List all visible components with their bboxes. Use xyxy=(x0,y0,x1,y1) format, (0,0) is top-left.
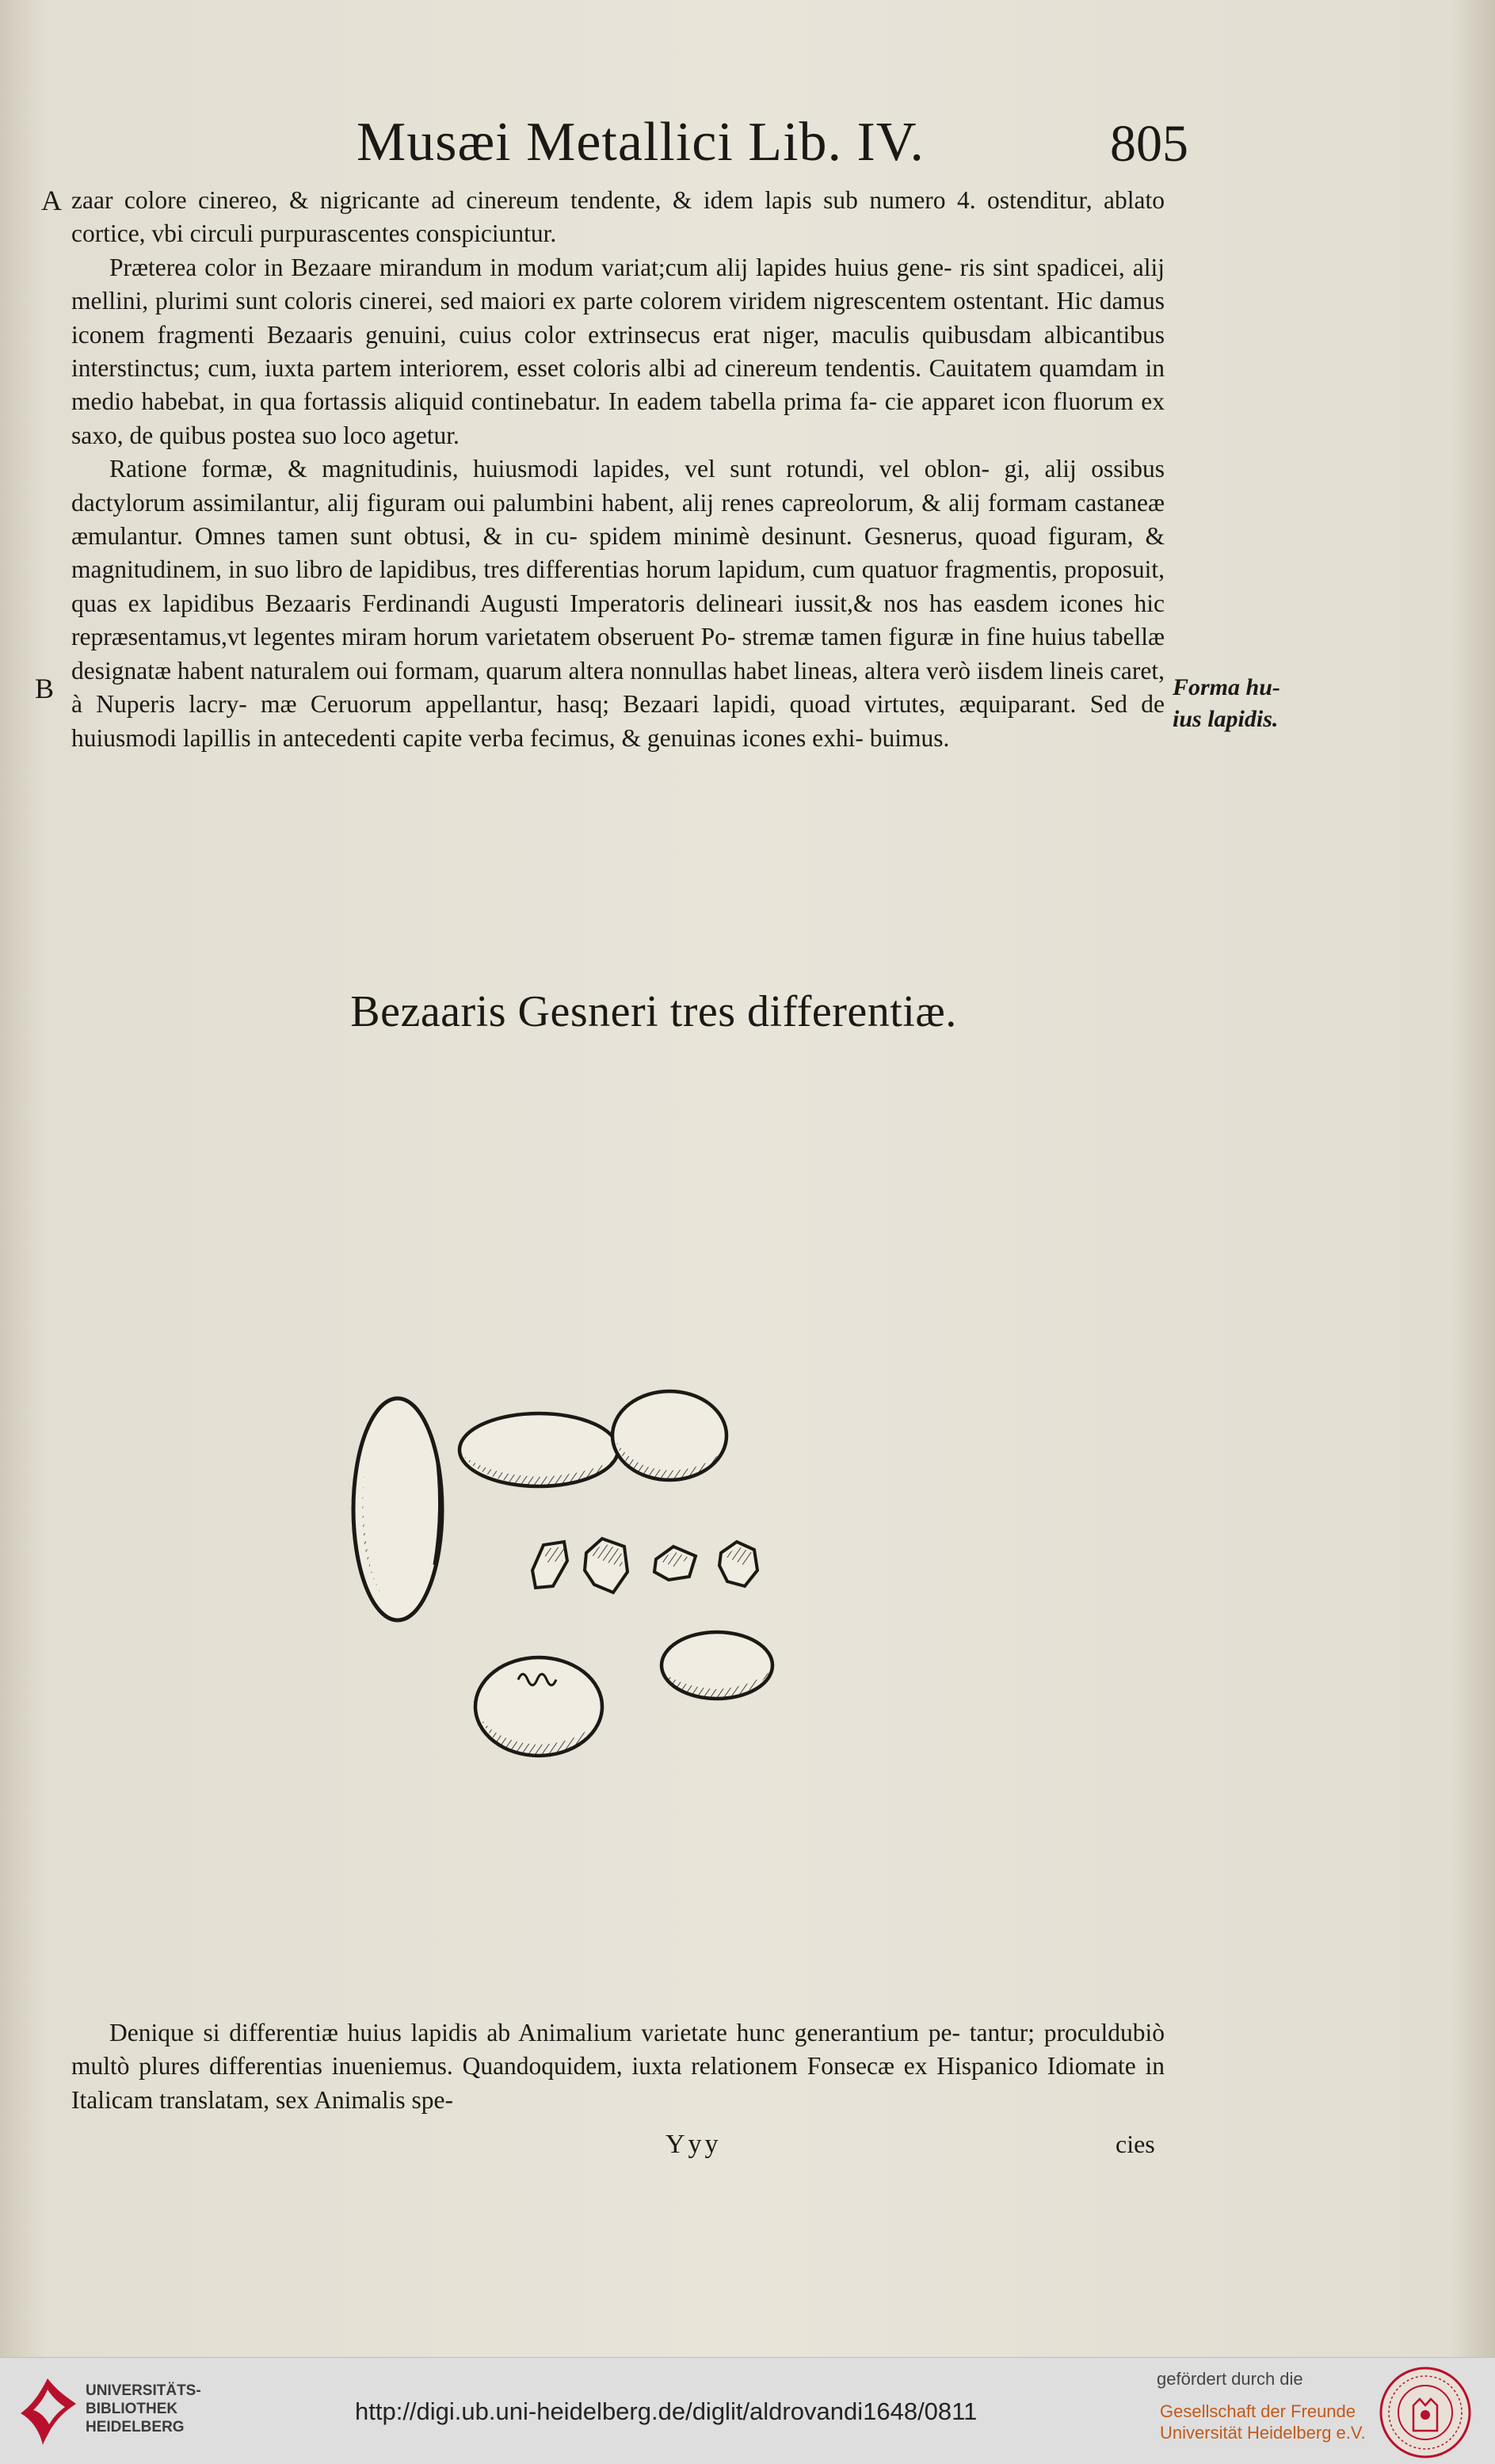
bottom-text xyxy=(71,2016,1165,2117)
egg-shaped-stone xyxy=(612,1391,727,1480)
text-line: Denique si differentiæ huius lapidis ab Animalium varietate hunc generantium pe- xyxy=(109,2019,961,2046)
plate-title: Bezaaris Gesneri tres differentiæ. xyxy=(350,987,957,1036)
library-name-line: BIBLIOTHEK xyxy=(86,2401,178,2417)
text-line: partem interiorem, esset coloris albi ad cinereum tendentis. Cauitatem quamdam xyxy=(322,354,1138,383)
text-line: cie apparet icon fluorum ex saxo, de quibus postea suo loco agetur. xyxy=(71,387,1165,449)
library-name-line: HEIDELBERG xyxy=(86,2419,185,2435)
text-line: quas ex lapidibus Bezaaris Ferdinandi Augusti Imperatoris delineari iussit,& nos has xyxy=(71,589,963,617)
text-line: viridem nigrescentem ostentant. Hic damus iconem fragmenti Bezaaris genuini, cuius xyxy=(71,287,1165,349)
society-name-line: Universität Heidelberg e.V. xyxy=(1160,2423,1366,2443)
library-logo-icon xyxy=(16,2375,79,2447)
main-text xyxy=(71,184,1165,755)
running-title: Musæi Metallici Lib. IV. xyxy=(357,112,925,173)
stone-fragment xyxy=(585,1539,627,1592)
catchword: cies xyxy=(1116,2130,1155,2158)
funded-by-label: gefördert durch die xyxy=(1157,2369,1303,2389)
signature-mark: Yyy xyxy=(666,2130,722,2159)
text-line: tantur; proculdubiò multò plures differentias inueniemus. Quandoquidem, iuxta xyxy=(71,2019,1165,2081)
paragraph-2 xyxy=(71,251,1165,452)
society-name xyxy=(1160,2401,1366,2443)
text-line: gi, alij ossibus dactylorum assimilantur, alij figuram oui palumbini habent, alij renes xyxy=(71,455,1165,517)
text-line: capreolorum, & alij formam castaneæ æmulantur. Omnes tamen sunt obtusi, & in cu- xyxy=(71,488,1165,551)
stone-fragment xyxy=(654,1547,696,1580)
smooth-egg-stone xyxy=(662,1632,772,1699)
text-line: relationem Fonsecæ ex Hispanico Idiomate in Italicam translatam, sex Animalis spe- xyxy=(71,2052,1165,2114)
text-line: de lapidibus, tres differentias horum lapidum, cum quatuor fragmentis, proposuit, xyxy=(349,555,1165,584)
paragraph-3 xyxy=(71,452,1165,755)
society-name-line: Gesellschaft der Freunde xyxy=(1160,2401,1356,2421)
digitization-footer xyxy=(0,2357,1495,2464)
text-line: quarum altera nonnullas habet lineas, altera verò iisdem lineis caret, à Nuperis lacry- xyxy=(71,656,1165,719)
bezoar-stones-woodcut xyxy=(349,1363,919,1775)
marginal-note-line: Forma hu- xyxy=(1173,674,1280,700)
text-line: easdem icones hic repræsentamus,vt legentes miram horum varietatem obseruent Po- xyxy=(71,589,1165,651)
text-line: stremæ tamen figuræ in fine huius tabellæ designatæ habent naturalem oui formam, xyxy=(71,623,1165,685)
text-line: ris sint spadicei, alij mellini, plurimi sunt coloris cinerei, sed maiori ex parte colorem xyxy=(71,253,1165,315)
text-line: in medio habebat, in qua fortassis aliquid continebatur. In eadem tabella prima fa- xyxy=(71,354,1165,416)
stone-fragment xyxy=(532,1542,567,1588)
paragraph-1 xyxy=(71,184,1165,251)
text-line: buimus. xyxy=(869,723,950,752)
margin-letter-b: B xyxy=(35,673,55,704)
stone-fragment xyxy=(719,1542,757,1586)
text-line: mæ Ceruorum appellantur, hasq; Bezaari lapidi, quoad virtutes, æquiparant. Sed xyxy=(261,690,1127,719)
text-line: spidem minimè desinunt. Gesnerus, quoad figuram, & magnitudinem, in suo libro xyxy=(71,522,1165,584)
flat-oval-stone xyxy=(460,1413,618,1486)
large-oblong-stone xyxy=(353,1398,442,1620)
library-name xyxy=(86,2382,201,2436)
text-line: color extrinsecus erat niger, maculis quibusdam albicantibus interstinctus; cum, iuxta xyxy=(71,320,1165,383)
paragraph-4 xyxy=(71,2016,1165,2117)
text-line: zaar colore cinereo, & nigricante ad cinereum tendente, & idem lapis sub numero 4. xyxy=(71,186,976,214)
text-line: ostenditur, ablato cortice, vbi circuli purpurascentes conspiciuntur. xyxy=(71,186,1165,248)
text-line: de huiusmodi lapillis in antecedenti capite verba fecimus, & genuinas icones exhi- xyxy=(71,690,1165,752)
university-seal-icon xyxy=(1379,2366,1472,2459)
marginal-note xyxy=(1173,672,1307,735)
page-number: 805 xyxy=(1110,115,1188,173)
running-head xyxy=(357,111,1188,174)
lined-egg-stone xyxy=(475,1657,602,1756)
text-line: Præterea color in Bezaare mirandum in modum variat;cum alij lapides huius gene- xyxy=(109,253,952,281)
library-name-line: UNIVERSITÄTS- xyxy=(86,2382,201,2399)
source-url-link[interactable]: http://digi.ub.uni-heidelberg.de/diglit/aldrovandi1648/0811 xyxy=(355,2397,978,2425)
margin-letter-a: A xyxy=(41,185,62,216)
marginal-note-line: ius lapidis. xyxy=(1173,706,1279,732)
text-line: Ratione formæ, & magnitudinis, huiusmodi lapides, vel sunt rotundi, vel oblon- xyxy=(109,455,990,483)
